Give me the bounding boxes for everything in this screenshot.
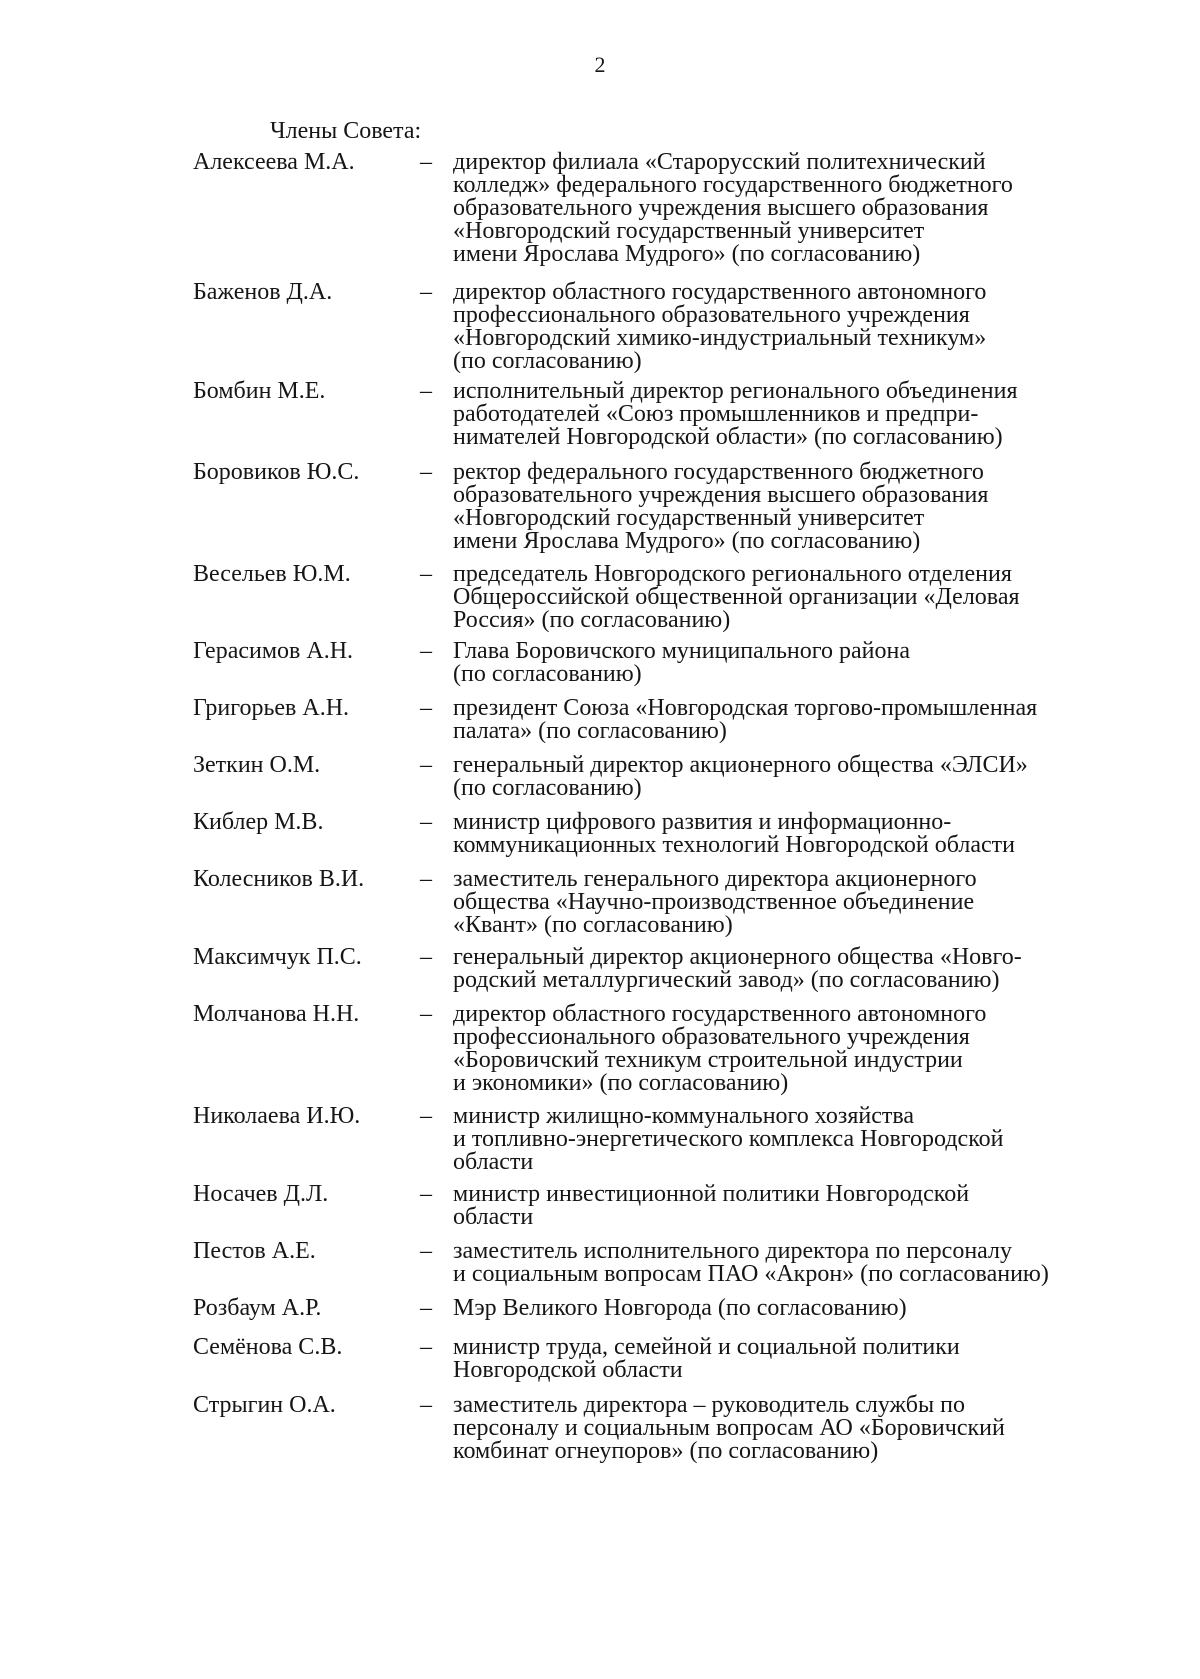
member-role (453, 461, 1133, 553)
member-role-line: Глава Боровичского муниципального района (453, 638, 911, 664)
member-role-line: Россия» (по согласованию) (453, 607, 731, 633)
member-name: Зеткин О.М. (193, 752, 321, 778)
member-role-line: министр инвестиционной политики Новгородской (453, 1181, 970, 1207)
member-role-line: «Новгородский государственный университет (453, 505, 925, 531)
member-name: Максимчук П.С. (193, 944, 362, 970)
member-role-line: заместитель директора – руководитель службы по (453, 1392, 965, 1418)
dash-separator: – (420, 809, 432, 835)
member-role-line: родский металлургический завод» (по согласованию) (453, 967, 1000, 993)
member-role-line: образовательного учреждения высшего образования (453, 482, 989, 508)
member-role (453, 1394, 1133, 1463)
dash-separator: – (420, 149, 432, 175)
member-role (453, 1105, 1133, 1174)
member-role-line: области (453, 1204, 534, 1230)
member-role (453, 640, 1133, 686)
member-name: Григорьев А.Н. (193, 695, 350, 721)
member-role-line: директор областного государственного автономного (453, 279, 987, 305)
member-role-line: председатель Новгородского регионального отделения (453, 561, 1012, 587)
member-role-line: (по согласованию) (453, 661, 642, 687)
member-role (453, 754, 1133, 800)
council-members-heading: Члены Совета: (270, 118, 422, 144)
member-name: Алексеева М.А. (193, 149, 355, 175)
dash-separator: – (420, 459, 432, 485)
member-name: Молчанова Н.Н. (193, 1001, 360, 1027)
member-name: Бомбин М.Е. (193, 378, 326, 404)
dash-separator: – (420, 866, 432, 892)
member-role-line: (по согласованию) (453, 348, 642, 374)
member-name: Герасимов А.Н. (193, 638, 354, 664)
member-name: Семёнова С.В. (193, 1334, 343, 1360)
member-name: Баженов Д.А. (193, 279, 333, 305)
member-role-line: и социальным вопросам ПАО «Акрон» (по согласованию) (453, 1261, 1049, 1287)
member-role-line: «Новгородский химико-индустриальный техникум» (453, 325, 987, 351)
member-role-line: Общероссийской общественной организации «Деловая (453, 584, 1020, 610)
member-role-line: и экономики» (по согласованию) (453, 1070, 789, 1096)
member-role (453, 1183, 1133, 1229)
dash-separator: – (420, 638, 432, 664)
member-role-line: директор областного государственного автономного (453, 1001, 987, 1027)
dash-separator: – (420, 1238, 432, 1264)
member-role (453, 868, 1133, 937)
dash-separator: – (420, 1103, 432, 1129)
dash-separator: – (420, 944, 432, 970)
member-role-line: имени Ярослава Мудрого» (по согласованию) (453, 241, 921, 267)
member-role-line: работодателей «Союз промышленников и предпри- (453, 401, 979, 427)
member-name: Стрыгин О.А. (193, 1392, 336, 1418)
member-role-line: «Новгородский государственный университет (453, 218, 925, 244)
member-role-line: «Квант» (по согласованию) (453, 912, 733, 938)
member-role-line: Мэр Великого Новгорода (по согласованию) (453, 1295, 907, 1321)
dash-separator: – (420, 1392, 432, 1418)
member-role (453, 1336, 1133, 1382)
member-name: Пестов А.Е. (193, 1238, 316, 1264)
member-role-line: ректор федерального государственного бюджетного (453, 459, 984, 485)
member-role-line: профессионального образовательного учреждения (453, 302, 970, 328)
dash-separator: – (420, 279, 432, 305)
member-role-line: персоналу и социальным вопросам АО «Боровичский (453, 1415, 1005, 1441)
member-name: Киблер М.В. (193, 809, 324, 835)
member-role-line: заместитель исполнительного директора по персоналу (453, 1238, 1013, 1264)
member-role-line: нимателей Новгородской области» (по согласованию) (453, 424, 1003, 450)
member-role-line: генеральный директор акционерного общества «ЭЛСИ» (453, 752, 1028, 778)
member-role (453, 811, 1133, 857)
member-name: Николаева И.Ю. (193, 1103, 361, 1129)
member-role-line: министр жилищно-коммунального хозяйства (453, 1103, 915, 1129)
dash-separator: – (420, 561, 432, 587)
member-role (453, 1297, 1133, 1320)
dash-separator: – (420, 752, 432, 778)
member-role (453, 281, 1133, 373)
member-role (453, 1240, 1133, 1286)
member-role-line: и топливно-энергетического комплекса Новгородской (453, 1126, 1004, 1152)
member-role-line: палата» (по согласованию) (453, 718, 727, 744)
member-role-line: директор филиала «Старорусский политехнический (453, 149, 986, 175)
member-role (453, 380, 1133, 449)
member-role-line: комбинат огнеупоров» (по согласованию) (453, 1438, 879, 1464)
member-role-line: министр труда, семейной и социальной политики (453, 1334, 960, 1360)
member-role-line: президент Союза «Новгородская торгово-промышленная (453, 695, 1038, 721)
member-role-line: образовательного учреждения высшего образования (453, 195, 989, 221)
dash-separator: – (420, 1181, 432, 1207)
member-name: Колесников В.И. (193, 866, 365, 892)
member-name: Розбаум А.Р. (193, 1295, 322, 1321)
dash-separator: – (420, 1334, 432, 1360)
dash-separator: – (420, 1295, 432, 1321)
member-role (453, 946, 1133, 992)
member-name: Весельев Ю.М. (193, 561, 351, 587)
dash-separator: – (420, 378, 432, 404)
member-role-line: имени Ярослава Мудрого» (по согласованию) (453, 528, 921, 554)
dash-separator: – (420, 1001, 432, 1027)
member-role-line: министр цифрового развития и информационно- (453, 809, 952, 835)
dash-separator: – (420, 695, 432, 721)
member-role (453, 1003, 1133, 1095)
member-role-line: профессионального образовательного учреждения (453, 1024, 970, 1050)
member-role-line: исполнительный директор регионального объединения (453, 378, 1018, 404)
member-role (453, 563, 1133, 632)
member-role-line: «Боровичский техникум строительной индустрии (453, 1047, 963, 1073)
member-role-line: коммуникационных технологий Новгородской области (453, 832, 1015, 858)
member-role (453, 697, 1133, 743)
member-role-line: (по согласованию) (453, 775, 642, 801)
member-role-line: области (453, 1149, 534, 1175)
member-role (453, 151, 1133, 266)
member-role-line: генеральный директор акционерного общества «Новго- (453, 944, 1022, 970)
member-name: Носачев Д.Л. (193, 1181, 329, 1207)
member-role-line: Новгородской области (453, 1357, 683, 1383)
member-role-line: общества «Научно-производственное объединение (453, 889, 975, 915)
member-name: Боровиков Ю.С. (193, 459, 360, 485)
member-role-line: колледж» федерального государственного бюджетного (453, 172, 1013, 198)
member-role-line: заместитель генерального директора акционерного (453, 866, 977, 892)
page-number: 2 (594, 52, 606, 77)
